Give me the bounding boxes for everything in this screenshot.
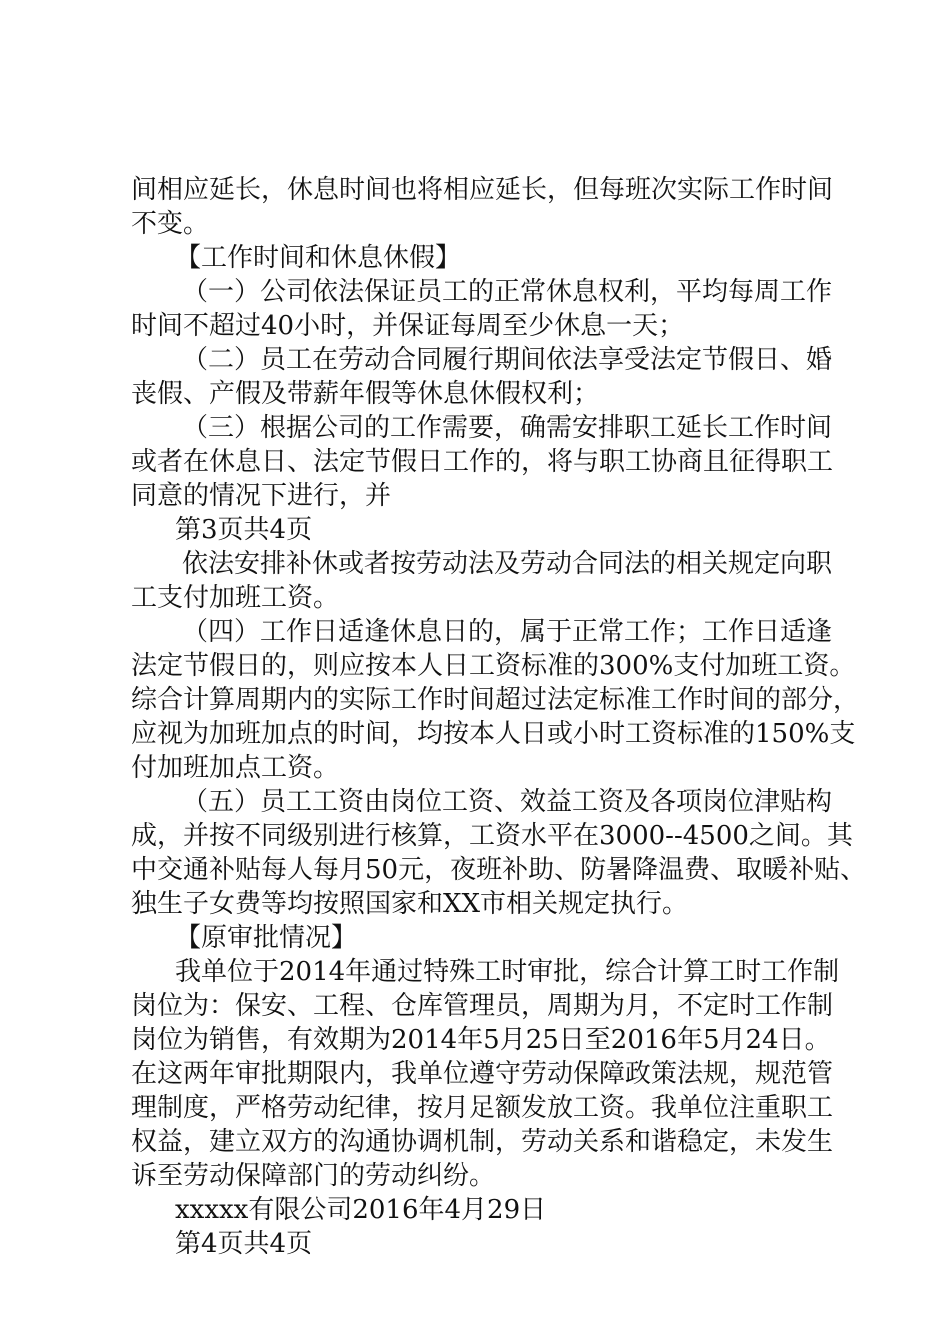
text-line: 同意的情况下进行，并 (131, 481, 392, 511)
text-line: 应视为加班加点的时间，均按本人日或小时工资标准的150%支 (131, 719, 856, 749)
text-line: 理制度，严格劳动纪律，按月足额发放工资。我单位注重职工 (131, 1093, 834, 1123)
page-footer: 第3页共4页 (175, 515, 313, 545)
text-line: （四）工作日适逢休息日的，属于正常工作；工作日适逢 (182, 617, 833, 647)
text-line: 成，并按不同级别进行核算，工资水平在3000--4500之间。其 (131, 821, 853, 851)
text-line: 工支付加班工资。 (131, 583, 340, 613)
text-line: 时间不超过40小时，并保证每周至少休息一天； (131, 311, 685, 341)
text-line: 在这两年审批期限内，我单位遵守劳动保障政策法规，规范管 (131, 1059, 834, 1089)
text-line: 权益，建立双方的沟通协调机制，劳动关系和谐稳定，未发生 (131, 1127, 834, 1157)
text-line: 法定节假日的，则应按本人日工资标准的300%支付加班工资。 (131, 651, 856, 681)
text-line: 岗位为：保安、工程、仓库管理员，周期为月，不定时工作制 (131, 991, 834, 1021)
text-line: 或者在休息日、法定节假日工作的，将与职工协商且征得职工 (131, 447, 834, 477)
section-heading: 【工作时间和休息休假】 (175, 243, 462, 273)
text-line: 我单位于2014年通过特殊工时审批，综合计算工时工作制 (175, 957, 840, 987)
text-line: （二）员工在劳动合同履行期间依法享受法定节假日、婚 (182, 345, 833, 375)
text-line: 独生子女费等均按照国家和XX市相关规定执行。 (131, 889, 689, 919)
text-line: （一）公司依法保证员工的正常休息权利，平均每周工作 (182, 277, 833, 307)
text-line: （五）员工工资由岗位工资、效益工资及各项岗位津贴构 (182, 787, 833, 817)
text-line: 付加班加点工资。 (131, 753, 340, 783)
text-line: 岗位为销售，有效期为2014年5月25日至2016年5月24日。 (131, 1025, 831, 1055)
text-line: 中交通补贴每人每月50元，夜班补助、防暑降温费、取暖补贴、 (131, 855, 867, 885)
text-line: （三）根据公司的工作需要，确需安排职工延长工作时间 (182, 413, 833, 443)
text-line: 不变。 (131, 209, 210, 239)
text-line: 依法安排补休或者按劳动法及劳动合同法的相关规定向职 (182, 549, 833, 579)
text-line: 诉至劳动保障部门的劳动纠纷。 (131, 1161, 496, 1191)
section-heading: 【原审批情况】 (175, 923, 358, 953)
text-line: 间相应延长，休息时间也将相应延长，但每班次实际工作时间 (131, 175, 834, 205)
text-line: 综合计算周期内的实际工作时间超过法定标准工作时间的部分， (131, 685, 860, 715)
page-footer: 第4页共4页 (175, 1229, 313, 1259)
signature-date: xxxxx有限公司2016年4月29日 (175, 1195, 547, 1225)
text-line: 丧假、产假及带薪年假等休息休假权利； (131, 379, 600, 409)
